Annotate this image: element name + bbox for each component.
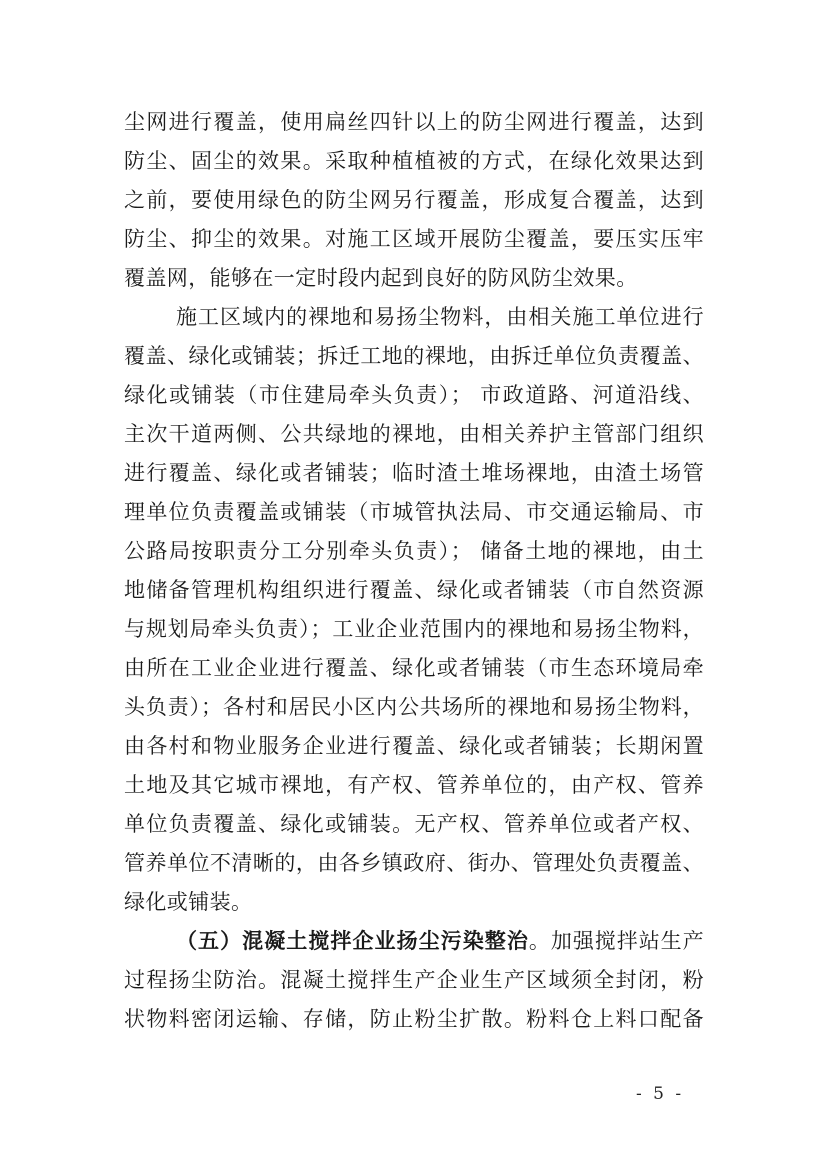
text-line: 单位负责覆盖、绿化或铺装。无产权、管养单位或者产权、 [124,812,704,836]
section-heading-line [124,922,704,961]
body-text [124,103,704,1039]
text-line: 由所在工业企业进行覆盖、绿化或者铺装（市生态环境局牵 [124,656,704,680]
text-line: 覆盖、绿化或铺装；拆迁工地的裸地，由拆迁单位负责覆盖、 [124,344,704,368]
text-line: 主次干道两侧、公共绿地的裸地，由相关养护主管部门组织 [124,422,704,446]
text-line: 公路局按职责分工分别牵头负责）； 储备土地的裸地，由土 [124,539,704,563]
text-line: 由各村和物业服务企业进行覆盖、绿化或者铺装；长期闲置 [124,734,704,758]
text-line: 之前，要使用绿色的防尘网另行覆盖，形成复合覆盖，达到 [124,188,704,212]
text-line: 理单位负责覆盖或铺装（市城管执法局、市交通运输局、市 [124,500,704,524]
text-line: 绿化或铺装（市住建局牵头负责）； 市政道路、河道沿线、 [124,383,704,407]
text-line: 施工区域内的裸地和易扬尘物料，由相关施工单位进行 [176,305,704,329]
text-line: 状物料密闭运输、存储，防止粉尘扩散。粉料仓上料口配备 [124,1007,704,1031]
text-line: 地储备管理机构组织进行覆盖、绿化或者铺装（市自然资源 [124,578,704,602]
text-line: 进行覆盖、绿化或者铺装；临时渣土堆场裸地，由渣土场管 [124,461,704,485]
text-line: 尘网进行覆盖，使用扁丝四针以上的防尘网进行覆盖，达到 [124,110,704,134]
text-line: 绿化或铺装。 [124,890,253,914]
text-line: 与规划局牵头负责）；工业企业范围内的裸地和易扬尘物料， [124,617,704,641]
text-line: 过程扬尘防治。混凝土搅拌生产企业生产区域须全封闭，粉 [124,968,704,992]
text-line: 防尘、抑尘的效果。对施工区域开展防尘覆盖，要压实压牢 [124,227,704,251]
heading-tail-text: 。加强搅拌站生产 [528,929,705,953]
page-number: - 5 - [636,1084,685,1104]
text-line: 头负责）；各村和居民小区内公共场所的裸地和易扬尘物料， [124,695,704,719]
text-line: 土地及其它城市裸地，有产权、管养单位的，由产权、管养 [124,773,704,797]
text-line: 防尘、固尘的效果。采取种植植被的方式，在绿化效果达到 [124,149,704,173]
text-line: 覆盖网，能够在一定时段内起到良好的防风防尘效果。 [124,266,638,290]
section-heading: （五）混凝土搅拌企业扬尘污染整治 [176,929,529,953]
text-line: 管养单位不清晰的，由各乡镇政府、街办、管理处负责覆盖、 [124,851,704,875]
